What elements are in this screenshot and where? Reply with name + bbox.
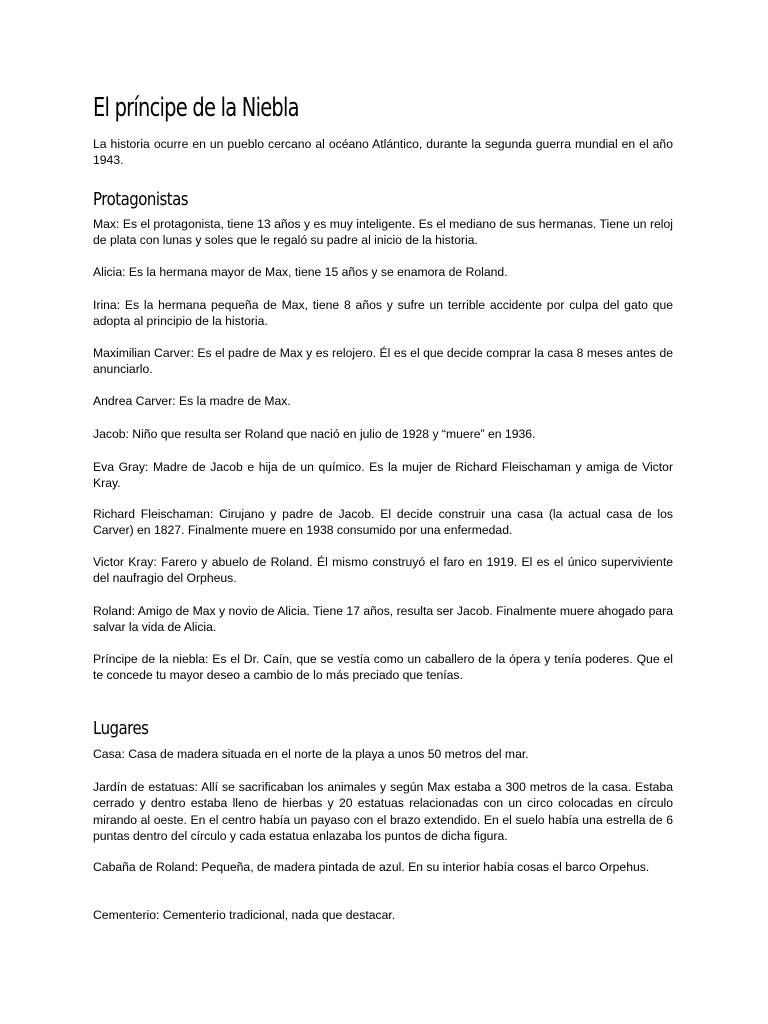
character-paragraph: Maximilian Carver: Es el padre de Max y es relojero. Él es el que decide comprar la casa 8 meses antes de anunciarlo. xyxy=(93,346,673,377)
section-heading-lugares: Lugares xyxy=(93,718,149,739)
character-paragraph: Max: Es el protagonista, tiene 13 años y es muy inteligente. Es el mediano de sus hermanas. Tiene un reloj de plata con lunas y soles que le regaló su padre al inicio de la historia. xyxy=(93,217,673,248)
place-paragraph: Jardín de estatuas: Allí se sacrificaban los animales y según Max estaba a 300 metros de la casa. Estaba cerrado y dentro estaba lleno de hierbas y 20 estatuas relacionadas con un circo colocadas en círculo mirando al oeste. En el centro había un payaso con el brazo extendido. En el suelo había una estrella de 6 puntas dentro del círculo y cada estatua enlazaba los puntos de dicha figura. xyxy=(93,780,673,843)
character-paragraph: Alicia: Es la hermana mayor de Max, tiene 15 años y se enamora de Roland. xyxy=(93,265,508,279)
place-paragraph: Cabaña de Roland: Pequeña, de madera pintada de azul. En su interior había cosas el barco Orpehus. xyxy=(93,860,650,874)
place-paragraph: Casa: Casa de madera situada en el norte de la playa a unos 50 metros del mar. xyxy=(93,747,529,761)
character-paragraph: Roland: Amigo de Max y novio de Alicia. Tiene 17 años, resulta ser Jacob. Finalmente muere ahogado para salvar la vida de Alicia. xyxy=(93,604,673,635)
place-paragraph: Cementerio: Cementerio tradicional, nada que destacar. xyxy=(93,908,396,922)
character-paragraph: Irina: Es la hermana pequeña de Max, tiene 8 años y sufre un terrible accidente por culpa del gato que adopta al principio de la historia. xyxy=(93,298,673,329)
character-paragraph: Richard Fleischaman: Cirujano y padre de Jacob. El decide construir una casa (la actual casa de los Carver) en 1827. Finalmente muere en 1938 consumido por una enfermedad. xyxy=(93,507,673,538)
character-paragraph: Príncipe de la niebla: Es el Dr. Caín, que se vestía como un caballero de la ópera y tenía poderes. Que el te concede tu mayor deseo a cambio de lo más preciado que tenías. xyxy=(93,652,673,683)
intro-paragraph: La historia ocurre en un pueblo cercano al océano Atlántico, durante la segunda guerra mundial en el año 1943. xyxy=(93,137,673,168)
section-heading-protagonistas: Protagonistas xyxy=(93,189,189,210)
character-paragraph: Eva Gray: Madre de Jacob e hija de un químico. Es la mujer de Richard Fleischaman y amiga de Victor Kray. xyxy=(93,460,673,491)
character-paragraph: Victor Kray: Farero y abuelo de Roland. Él mismo construyó el faro en 1919. El es el único superviviente del naufragio del Orpheus. xyxy=(93,555,673,586)
character-paragraph: Andrea Carver: Es la madre de Max. xyxy=(93,394,291,408)
document-title: El príncipe de la Niebla xyxy=(93,93,299,123)
character-paragraph: Jacob: Niño que resulta ser Roland que nació en julio de 1928 y “muere” en 1936. xyxy=(93,427,536,441)
